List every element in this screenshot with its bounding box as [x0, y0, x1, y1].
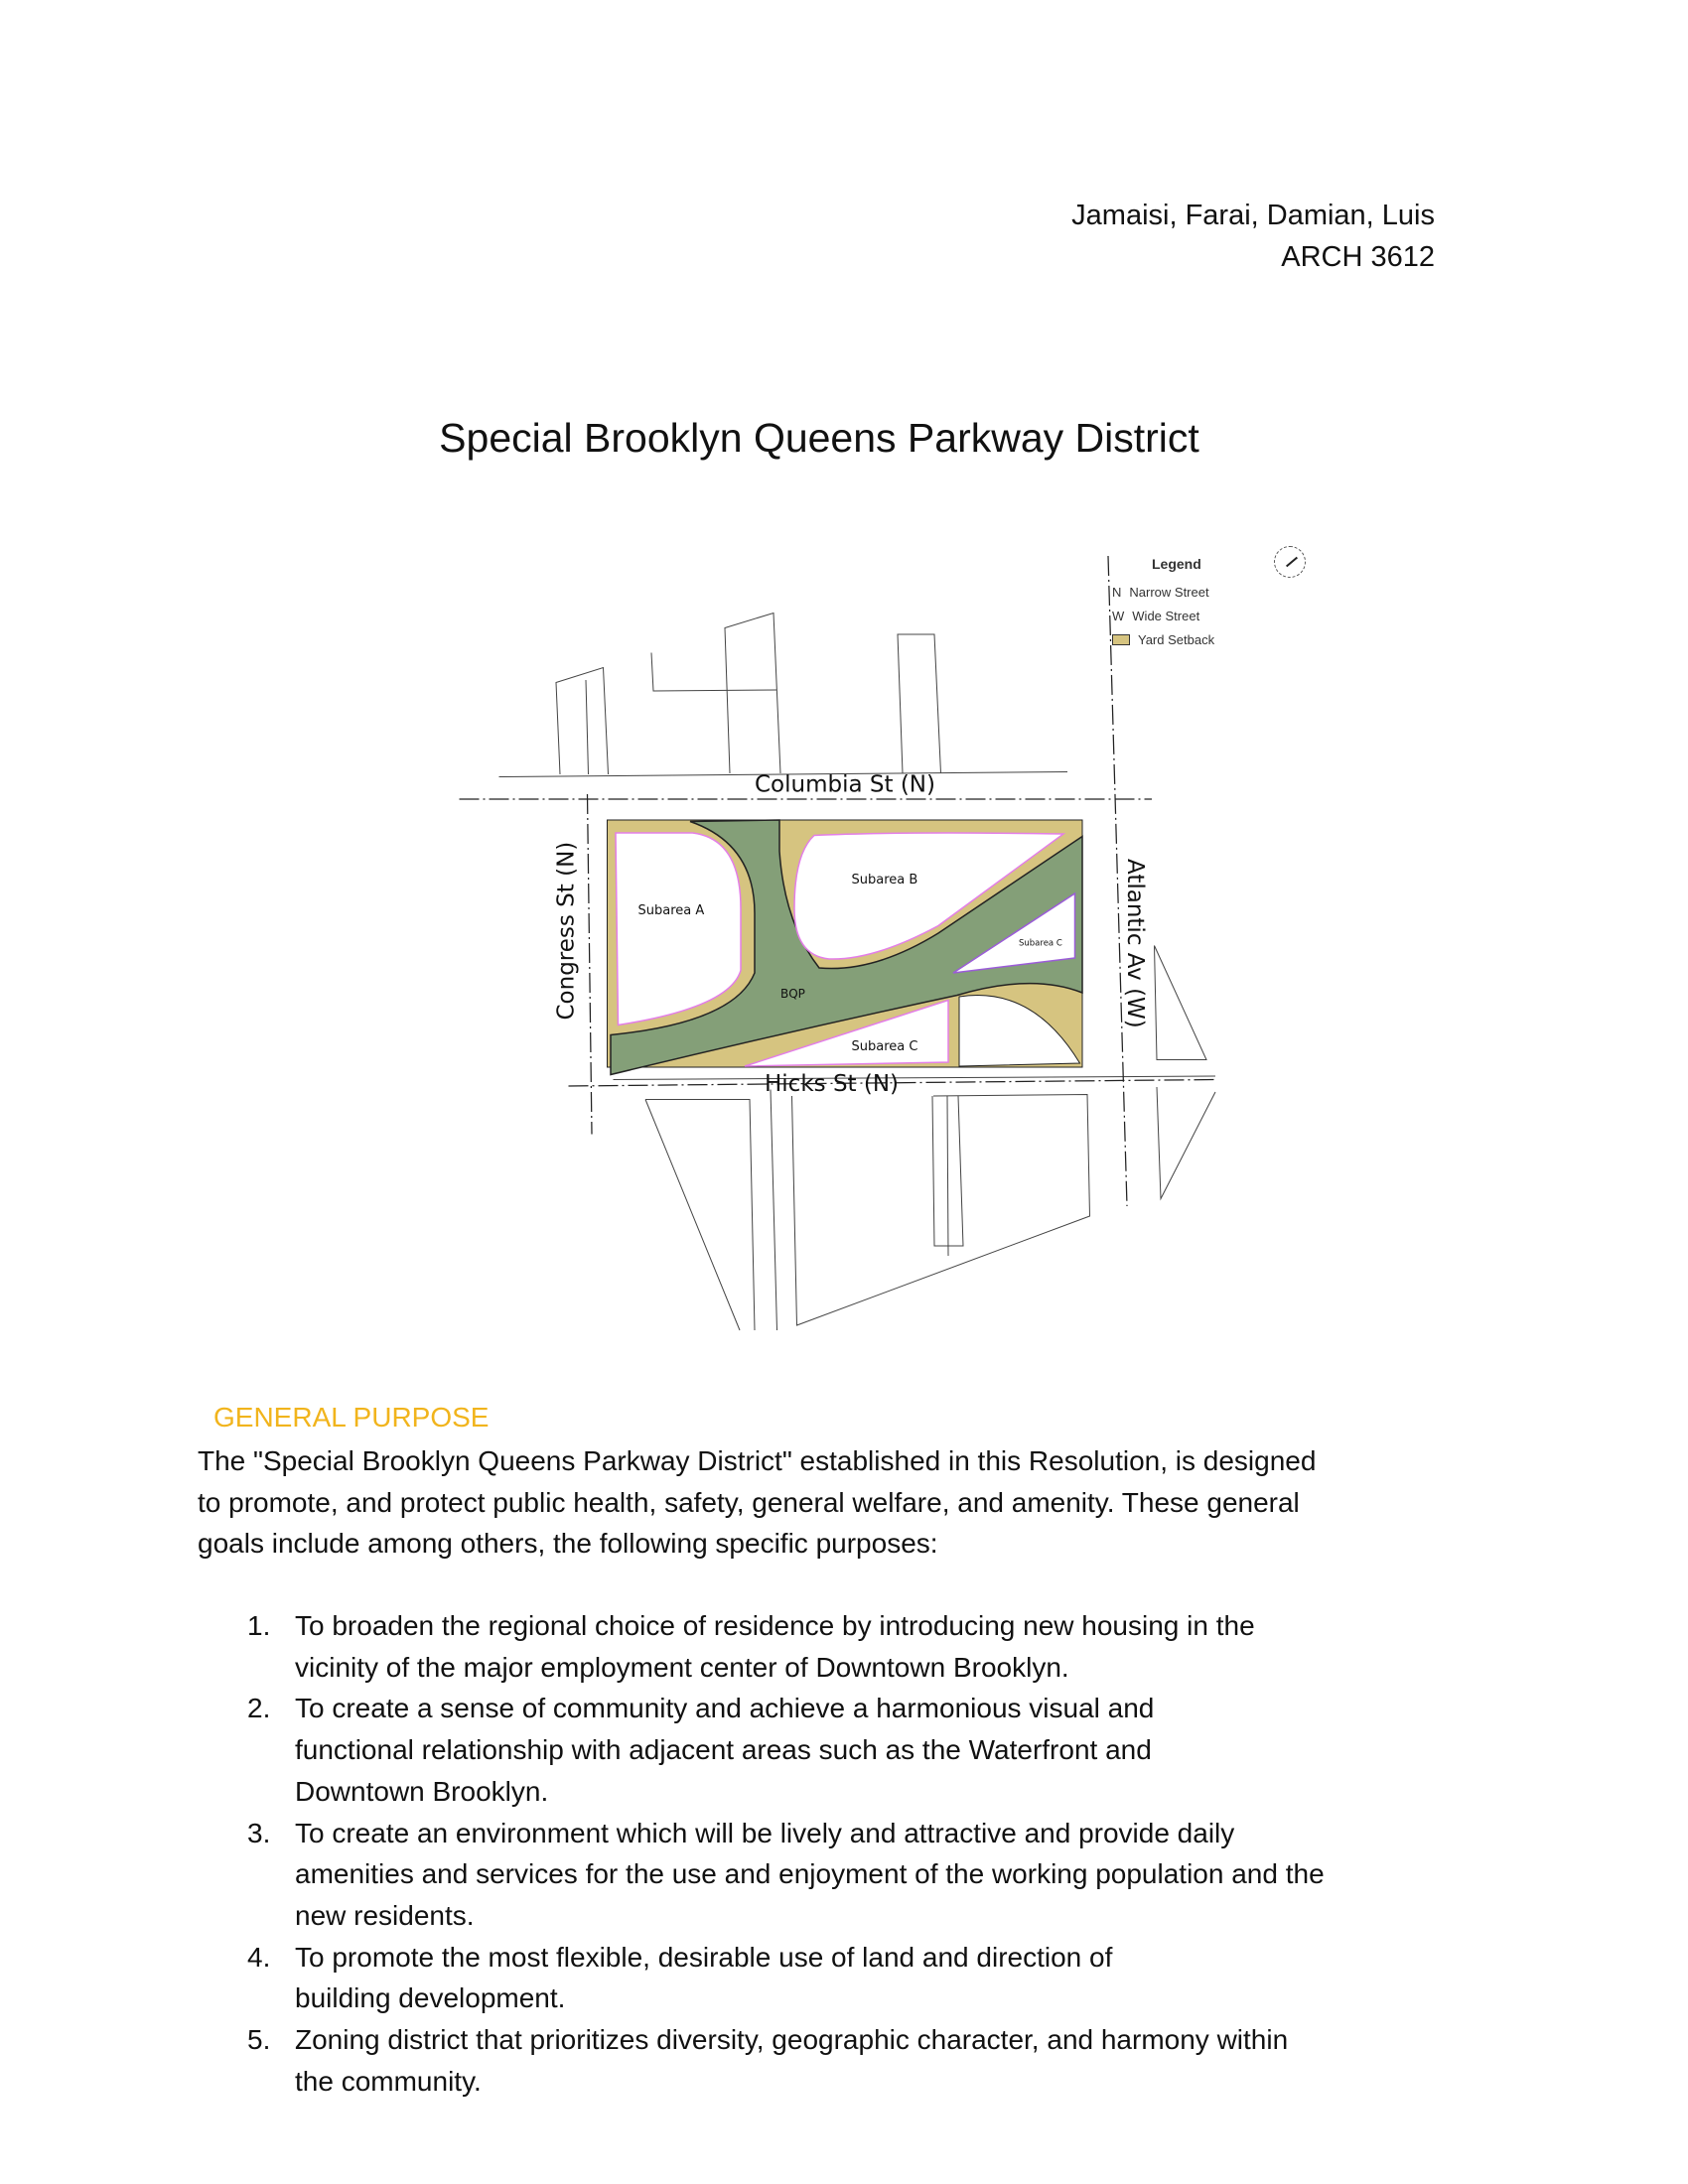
list-number: 1.: [247, 1610, 271, 1641]
map-legend: [1112, 556, 1214, 651]
list-text-line: building development.: [295, 1982, 566, 2014]
page-title: Special Brooklyn Queens Parkway District: [439, 415, 1199, 461]
setback-swatch-icon: [1112, 634, 1130, 645]
list-text-line: To broaden the regional choice of residence by introducing new housing in the: [295, 1610, 1255, 1641]
list-text-line: To create a sense of community and achieve a harmonious visual and: [295, 1693, 1155, 1724]
list-text-line: the community.: [295, 2065, 482, 2097]
intro-paragraph: [198, 1440, 1316, 1565]
list-number: 4.: [247, 1941, 271, 1973]
list-text-line: To promote the most flexible, desirable use of land and direction of: [295, 1941, 1113, 1973]
purpose-list: [247, 1605, 1325, 2102]
legend-item-setback: [1112, 627, 1214, 651]
list-text-line: new residents.: [295, 1899, 475, 1931]
list-number: 3.: [247, 1817, 271, 1848]
list-text: [295, 1605, 1255, 1688]
street-label-hicks: Hicks St (N): [765, 1071, 900, 1097]
legend-item-narrow: [1112, 580, 1214, 604]
subarea-b-label: Subarea B: [851, 873, 918, 887]
section-heading: GENERAL PURPOSE: [213, 1402, 490, 1433]
author-block: [1071, 195, 1435, 278]
list-text: [295, 2019, 1288, 2102]
list-text: [295, 1937, 1112, 2019]
intro-line: to promote, and protect public health, safety, general welfare, and amenity. These general: [198, 1486, 1300, 1518]
district-map: [437, 536, 1216, 1330]
subarea-c-east-label: Subarea C: [1019, 938, 1062, 949]
legend-key: N: [1112, 584, 1122, 600]
intro-line: The "Special Brooklyn Queens Parkway District" established in this Resolution, is designed: [198, 1445, 1317, 1476]
list-text-line: amenities and services for the use and enjoyment of the working population and the: [295, 1858, 1325, 1890]
list-text-line: vicinity of the major employment center of Downtown Brooklyn.: [295, 1651, 1069, 1683]
list-text-line: Downtown Brooklyn.: [295, 1775, 549, 1807]
list-item: [247, 2019, 1325, 2102]
list-text-line: functional relationship with adjacent areas such as the Waterfront and: [295, 1734, 1152, 1766]
subarea-a-label: Subarea A: [637, 903, 705, 918]
legend-label: Narrow Street: [1129, 584, 1209, 600]
bqp-label: BQP: [780, 987, 805, 1001]
legend-key: W: [1112, 608, 1125, 623]
list-text: [295, 1688, 1154, 1812]
street-label-atlantic: Atlantic Av (W): [1122, 859, 1148, 1028]
authors: Jamaisi, Farai, Damian, Luis: [1071, 200, 1435, 231]
course-code: ARCH 3612: [1281, 241, 1435, 273]
list-number: 2.: [247, 1693, 271, 1724]
street-label-columbia: Columbia St (N): [755, 771, 935, 798]
list-number: 5.: [247, 2024, 271, 2056]
legend-item-wide: [1112, 604, 1214, 627]
legend-label: Wide Street: [1132, 608, 1200, 623]
legend-title: Legend: [1152, 556, 1201, 572]
list-item: [247, 1813, 1325, 1937]
list-item: [247, 1688, 1325, 1812]
list-item: [247, 1937, 1325, 2019]
subarea-c-south-label: Subarea C: [851, 1039, 918, 1054]
legend-label: Yard Setback: [1138, 631, 1215, 647]
list-text: [295, 1813, 1325, 1937]
intro-line: goals include among others, the following specific purposes:: [198, 1528, 938, 1560]
north-arrow-icon: [1274, 546, 1306, 578]
street-label-congress: Congress St (N): [553, 841, 580, 1021]
list-item: [247, 1605, 1325, 1688]
list-text-line: To create an environment which will be lively and attractive and provide daily: [295, 1817, 1235, 1848]
list-text-line: Zoning district that prioritizes diversity, geographic character, and harmony within: [295, 2024, 1289, 2056]
